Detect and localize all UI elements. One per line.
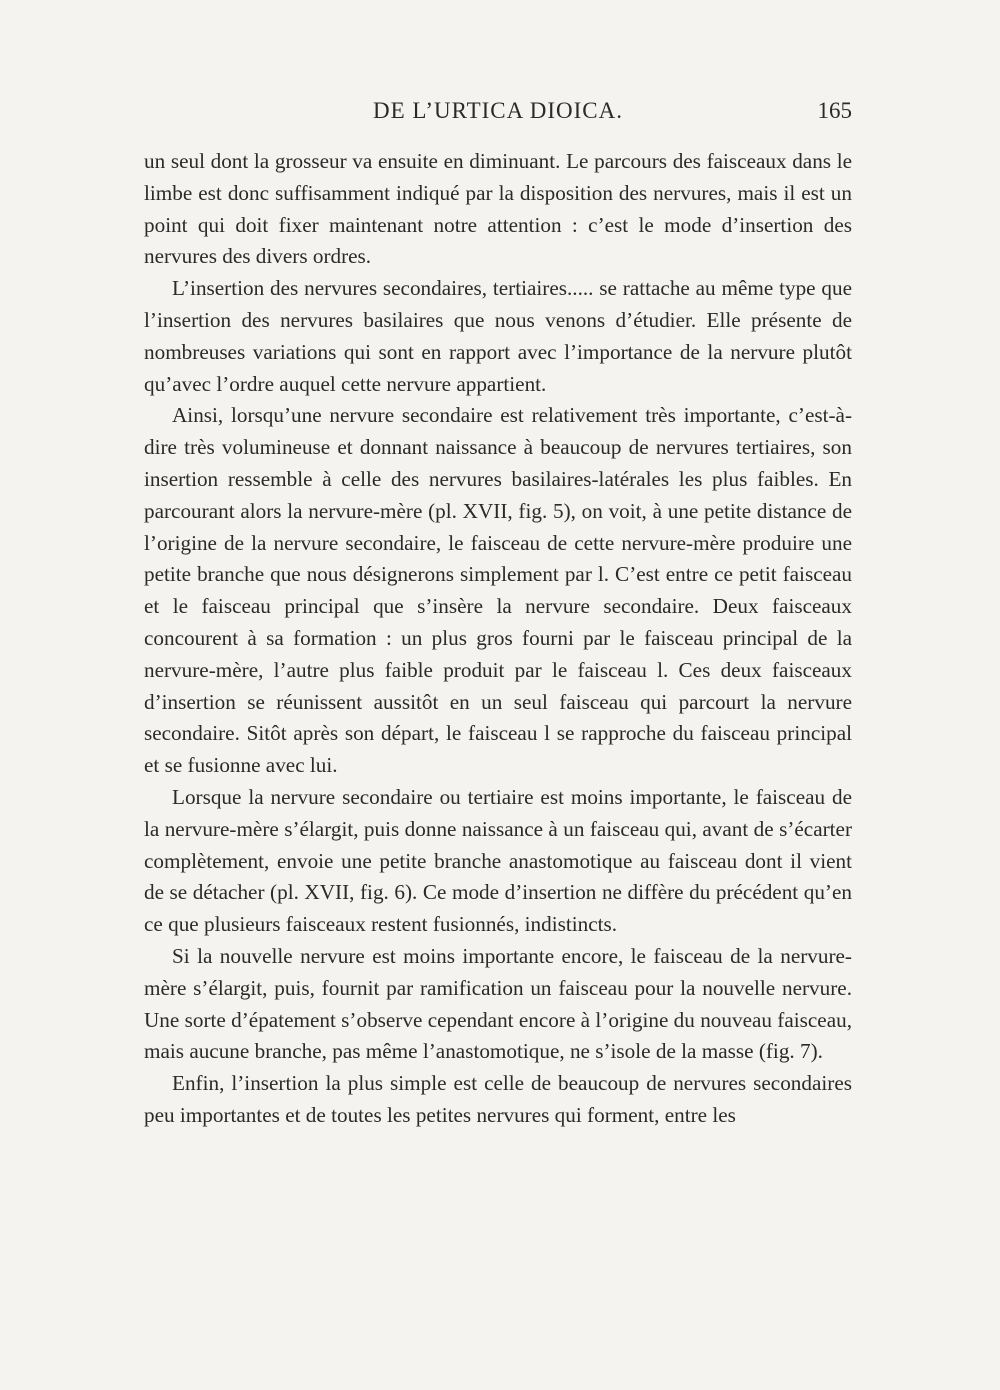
page-header xyxy=(144,98,852,134)
paragraph: Si la nouvelle nervure est moins importante encore, le faisceau de la nervure-mère s’élargit, puis, fournit par ramification un faisceau pour la nouvelle nervure. Une sorte d’épatement s’observe cependant encore à l’origine du nouveau faisceau, mais aucune branche, pas même l’anastomotique, ne s’isole de la masse (fig. 7). xyxy=(144,943,852,1064)
page-number: 165 xyxy=(817,98,852,123)
paragraph: L’insertion des nervures secondaires, tertiaires..... se rattache au même type que l’insertion des nervures basilaires que nous venons d’étudier. Elle présente de nombreuses variations qui sont en rapport avec l’importance de la nervure plutôt qu’avec l’ordre auquel cette nervure appartient. xyxy=(144,276,852,396)
body-text xyxy=(144,146,852,1132)
paragraph: un seul dont la grosseur va ensuite en diminuant. Le parcours des faisceaux dans le limbe est donc suffisamment indiqué par la disposition des nervures, mais il est un point qui doit fixer maintenant notre attention : c’est le mode d’insertion des nervures des divers ordres. xyxy=(144,149,852,269)
paragraph: Enfin, l’insertion la plus simple est celle de beaucoup de nervures secondaires peu importantes et de toutes les petites nervures qui forment, entre les xyxy=(144,1071,852,1127)
running-title: DE L’URTICA DIOICA. xyxy=(373,98,623,123)
paragraph: Lorsque la nervure secondaire ou tertiaire est moins importante, le faisceau de la nervure-mère s’élargit, puis donne naissance à un faisceau qui, avant de s’écarter complètement, envoie une petite branche anastomotique au faisceau dont il vient de se détacher (pl. XVII, fig. 6). Ce mode d’insertion ne diffère du précédent qu’en ce que plusieurs faisceaux restent fusionnés, indistincts. xyxy=(144,784,852,937)
paragraph: Ainsi, lorsqu’une nervure secondaire est relativement très importante, c’est-à-dire très volumineuse et donnant naissance à beaucoup de nervures tertiaires, son insertion ressemble à celle des nervures basilaires-latérales les plus faibles. En parcourant alors la nervure-mère (pl. XVII, fig. 5), on voit, à une petite distance de l’origine de la nervure secondaire, le faisceau de cette nervure-mère produire une petite branche que nous désignerons simplement par l. C’est entre ce petit faisceau et le faisceau principal que s’insère la nervure secondaire. Deux faisceaux concourent à sa formation : un plus gros fourni par le faisceau principal de la nervure-mère, l’autre plus faible produit par le faisceau l. Ces deux faisceaux d’insertion se réunissent aussitôt en un seul faisceau qui parcourt la nervure secondaire. Sitôt après son départ, le faisceau l se rapproche du faisceau principal et se fusionne avec lui. xyxy=(144,403,852,778)
